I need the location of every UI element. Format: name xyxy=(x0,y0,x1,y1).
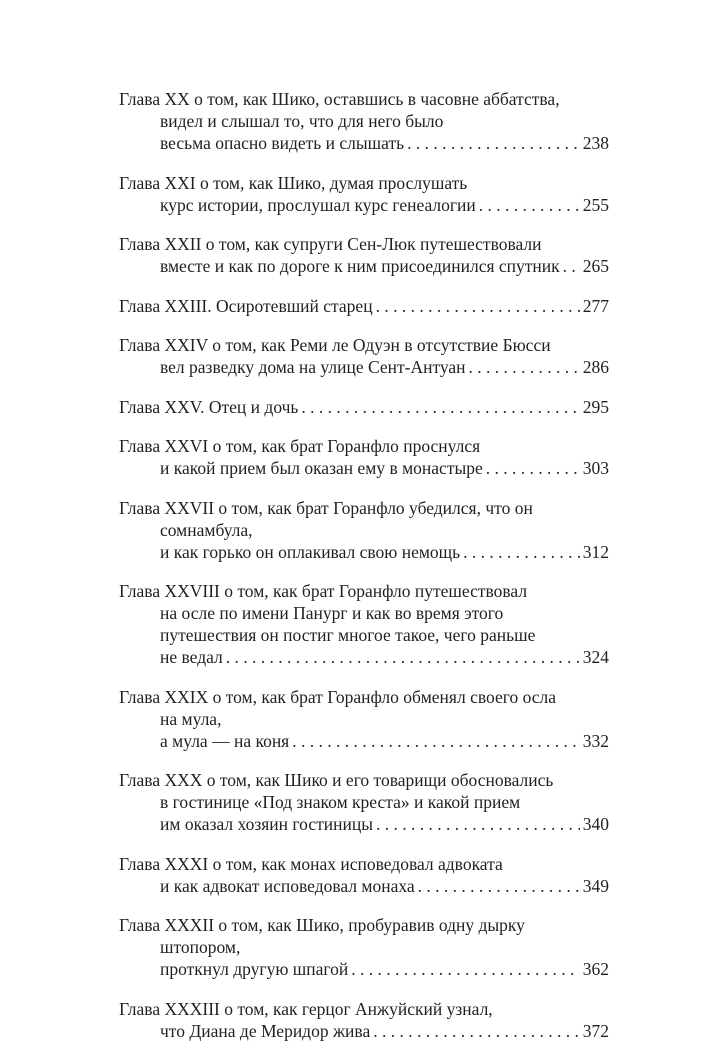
dot-leader xyxy=(226,646,580,668)
toc-entry-line: Глава XXXI о том, как монах исповедовал адвоката xyxy=(119,853,503,874)
toc-entry-final-line xyxy=(119,646,609,668)
toc-entry-final-line xyxy=(119,132,609,154)
toc-entry-final-line xyxy=(119,396,609,418)
toc-entry-final-line xyxy=(119,541,609,563)
toc-entry-text: Глава XXV. Отец и дочь xyxy=(119,396,299,417)
toc-entry-text: вел разведку дома на улице Сент-Антуан xyxy=(160,357,466,377)
toc-entry xyxy=(119,172,609,216)
toc-entry xyxy=(119,233,609,277)
toc-entry-line: Глава XXVII о том, как брат Горанфло убедился, что он xyxy=(119,497,533,518)
toc-entry-line: Глава XXVIII о том, как брат Горанфло путешествовал xyxy=(119,581,528,601)
toc-entry-line: на осле по имени Панург и как во время этого xyxy=(160,603,504,623)
toc-entry-final-line xyxy=(119,255,609,277)
page-number: 286 xyxy=(582,357,609,377)
toc-entry xyxy=(119,497,609,563)
page-number: 238 xyxy=(582,133,609,153)
toc-entry xyxy=(119,295,609,317)
toc-entry-text: курс истории, прослушал курс генеалогии xyxy=(160,194,476,215)
dot-leader xyxy=(418,875,580,897)
page-number: 265 xyxy=(582,256,609,276)
toc-entry-final-line xyxy=(119,295,609,317)
toc-entry-final-line xyxy=(119,356,609,378)
table-of-contents xyxy=(119,88,609,1059)
toc-entry-final-line xyxy=(119,958,609,980)
page-number: 303 xyxy=(582,458,609,478)
toc-entry-line: Глава XXVI о том, как брат Горанфло проснулся xyxy=(119,436,481,456)
toc-entry xyxy=(119,914,609,980)
dot-leader xyxy=(376,813,580,835)
toc-entry-text: и какой прием был оказан ему в монастыре xyxy=(160,458,483,478)
toc-entry-final-line xyxy=(119,194,609,216)
page-number: 255 xyxy=(582,194,609,215)
dot-leader xyxy=(373,1020,580,1042)
dot-leader xyxy=(376,295,580,317)
page-number: 295 xyxy=(582,396,609,417)
page-number: 362 xyxy=(582,959,609,979)
toc-entry xyxy=(119,998,609,1042)
toc-entry-final-line xyxy=(119,875,609,897)
toc-entry-line: Глава XXX о том, как Шико и его товарищи обосновались xyxy=(119,770,554,790)
toc-entry-text: не ведал xyxy=(160,647,223,667)
toc-entry-line: Глава XX о том, как Шико, оставшись в часовне аббатства, xyxy=(119,89,560,109)
toc-entry xyxy=(119,769,609,835)
toc-entry xyxy=(119,686,609,752)
toc-entry-line: сомнамбула, xyxy=(160,519,253,540)
page-number: 332 xyxy=(582,730,609,751)
toc-entry-final-line xyxy=(119,1020,609,1042)
toc-entry xyxy=(119,396,609,418)
toc-entry-text: а мула — на коня xyxy=(160,730,290,751)
toc-entry-text: вместе и как по дороге к ним присоединился спутник xyxy=(160,256,560,276)
toc-entry-text: им оказал хозяин гостиницы xyxy=(160,814,373,834)
toc-entry-text: Глава XXIII. Осиротевший старец xyxy=(119,295,373,316)
toc-entry-text: проткнул другую шпагой xyxy=(160,959,349,979)
dot-leader xyxy=(351,958,579,980)
toc-entry-line: Глава XXXII о том, как Шико, пробуравив одну дырку xyxy=(119,915,525,935)
toc-entry xyxy=(119,580,609,668)
toc-entry-final-line xyxy=(119,457,609,479)
toc-entry-line: на мула, xyxy=(160,708,222,729)
toc-entry-line: Глава XXIX о том, как брат Горанфло обменял своего осла xyxy=(119,686,557,707)
toc-entry-line: в гостинице «Под знаком креста» и какой прием xyxy=(160,792,521,812)
toc-entry-line: Глава XXII о том, как супруги Сен-Люк путешествовали xyxy=(119,234,542,254)
toc-entry-line: видел и слышал то, что для него было xyxy=(160,111,444,131)
page-number: 349 xyxy=(582,875,609,896)
page-number: 324 xyxy=(582,647,609,667)
toc-entry-final-line xyxy=(119,730,609,752)
toc-entry xyxy=(119,435,609,479)
page-number: 340 xyxy=(582,814,609,834)
toc-entry-final-line xyxy=(119,813,609,835)
dot-leader xyxy=(301,396,579,418)
dot-leader xyxy=(479,194,580,216)
dot-leader xyxy=(463,541,580,563)
toc-entry-text: весьма опасно видеть и слышать xyxy=(160,133,405,153)
dot-leader xyxy=(292,730,580,752)
dot-leader xyxy=(486,457,580,479)
toc-entry-line: Глава XXIV о том, как Реми ле Одуэн в отсутствие Бюсси xyxy=(119,335,551,355)
toc-entry-text: что Диана де Меридор жива xyxy=(160,1020,371,1041)
toc-entry-text: и как адвокат исповедовал монаха xyxy=(160,875,415,896)
dot-leader xyxy=(407,132,580,154)
toc-entry-line: штопором, xyxy=(160,937,241,957)
dot-leader xyxy=(469,356,580,378)
toc-entry-line: путешествия он постиг многое такое, чего раньше xyxy=(160,625,536,645)
toc-entry xyxy=(119,334,609,378)
toc-entry-text: и как горько он оплакивал свою немощь xyxy=(160,541,461,562)
page-number: 372 xyxy=(582,1020,609,1041)
toc-entry-line: Глава XXI о том, как Шико, думая прослушать xyxy=(119,172,468,193)
toc-entry xyxy=(119,853,609,897)
page-number: 312 xyxy=(582,541,609,562)
page-number: 277 xyxy=(582,295,609,316)
dot-leader xyxy=(563,255,580,277)
toc-entry-line: Глава XXXIII о том, как герцог Анжуйский узнал, xyxy=(119,998,493,1019)
toc-entry xyxy=(119,88,609,154)
